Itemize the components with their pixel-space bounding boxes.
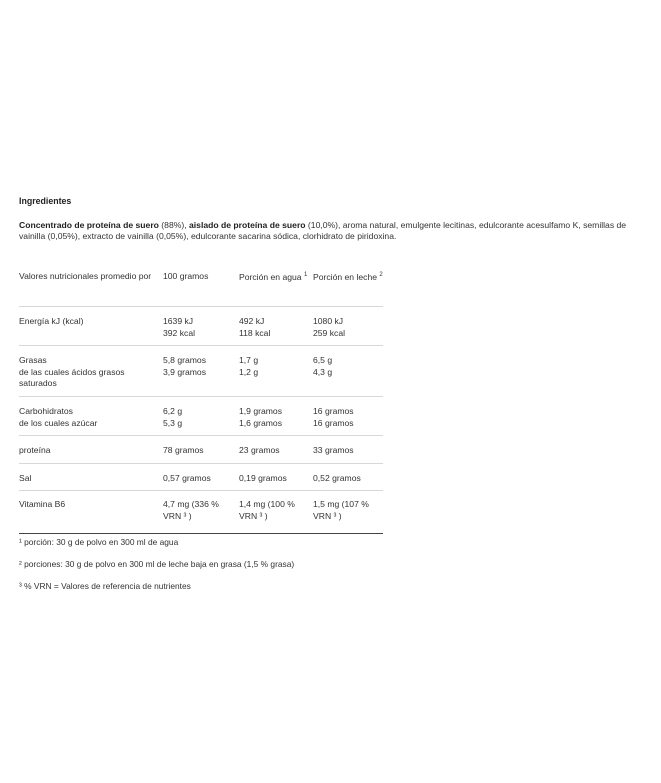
row-value-water: 1,9 gramos 1,6 gramos: [239, 406, 282, 428]
table-row-carbs: [19, 397, 383, 436]
product-info: [19, 196, 649, 593]
table-row-protein: [19, 436, 383, 463]
table-bottom-rule: [19, 533, 383, 534]
ingredient-bold-1: Concentrado de proteína de suero: [19, 219, 159, 230]
header-portion-water-label: Porción en agua: [239, 271, 302, 282]
footnote-2: ² porciones: 30 g de polvo en 300 ml de leche baja en grasa (1,5 % grasa): [19, 558, 295, 569]
header-portion-milk-sup: 2: [379, 272, 383, 279]
table-header-row: [19, 271, 383, 307]
row-value-milk: 1,5 mg (107 % VRN ³ ): [313, 499, 369, 521]
row-value-milk: 33 gramos: [313, 445, 354, 456]
row-value-100g: 78 gramos: [163, 445, 204, 456]
row-value-water: 0,19 gramos: [239, 472, 287, 483]
table-row-vitamin-b6: [19, 491, 383, 533]
ingredients-title: Ingredientes: [19, 196, 72, 206]
table-row-fats: [19, 346, 383, 396]
footnote-1: ¹ porción: 30 g de polvo en 300 ml de agua: [19, 536, 179, 547]
row-value-milk: 0,52 gramos: [313, 472, 361, 483]
row-value-100g: 5,8 gramos 3,9 gramos: [163, 355, 206, 377]
row-value-100g: 6,2 g 5,3 g: [163, 406, 183, 428]
row-label: Carbohidratos de los cuales azúcar: [19, 406, 98, 428]
header-per-100g: 100 gramos: [163, 271, 209, 282]
ingredient-plain-1: (88%),: [158, 219, 190, 230]
row-value-milk: 16 gramos 16 gramos: [313, 406, 354, 428]
ingredient-bold-2: aislado de proteína de suero: [189, 219, 306, 230]
row-value-milk: 6,5 g 4,3 g: [313, 355, 333, 377]
row-value-milk: 1080 kJ 259 kcal: [313, 316, 346, 338]
row-value-water: 1,4 mg (100 % VRN ³ ): [239, 499, 295, 521]
row-value-water: 23 gramos: [239, 445, 280, 456]
ingredient-plain-2: (10,0%), aroma natural, emulgente lecitinas, edulcorante acesulfamo K, semillas de vainilla (0,05%), extracto de vainilla (0,05%), edulcorante sacarina sódica, clorhidrato de piridoxina.: [19, 219, 627, 242]
table-row-energy: [19, 307, 383, 346]
row-value-100g: 4,7 mg (336 % VRN ³ ): [163, 499, 219, 521]
row-value-water: 492 kJ 118 kcal: [239, 316, 271, 338]
ingredients-text: [19, 220, 647, 243]
row-value-water: 1,7 g 1,2 g: [239, 355, 259, 377]
row-label: Sal: [19, 472, 32, 483]
row-label: Grasas de las cuales ácidos grasos saturados: [19, 355, 125, 389]
header-portion-water: [239, 271, 313, 307]
nutrition-table: [19, 271, 383, 534]
header-portion-milk-label: Porción en leche: [313, 271, 378, 282]
header-portion-milk: [313, 271, 383, 307]
row-value-100g: 1639 kJ 392 kcal: [163, 316, 196, 338]
row-label: proteína: [19, 445, 51, 456]
footnote-3: ³ % VRN = Valores de referencia de nutrientes: [19, 581, 191, 592]
row-label: Energía kJ (kcal): [19, 316, 84, 327]
header-portion-water-sup: 1: [303, 272, 308, 279]
table-row-salt: [19, 464, 383, 491]
header-nutrition-label: Valores nutricionales promedio por: [19, 271, 152, 282]
row-value-100g: 0,57 gramos: [163, 472, 211, 483]
row-label: Vitamina B6: [19, 499, 66, 510]
